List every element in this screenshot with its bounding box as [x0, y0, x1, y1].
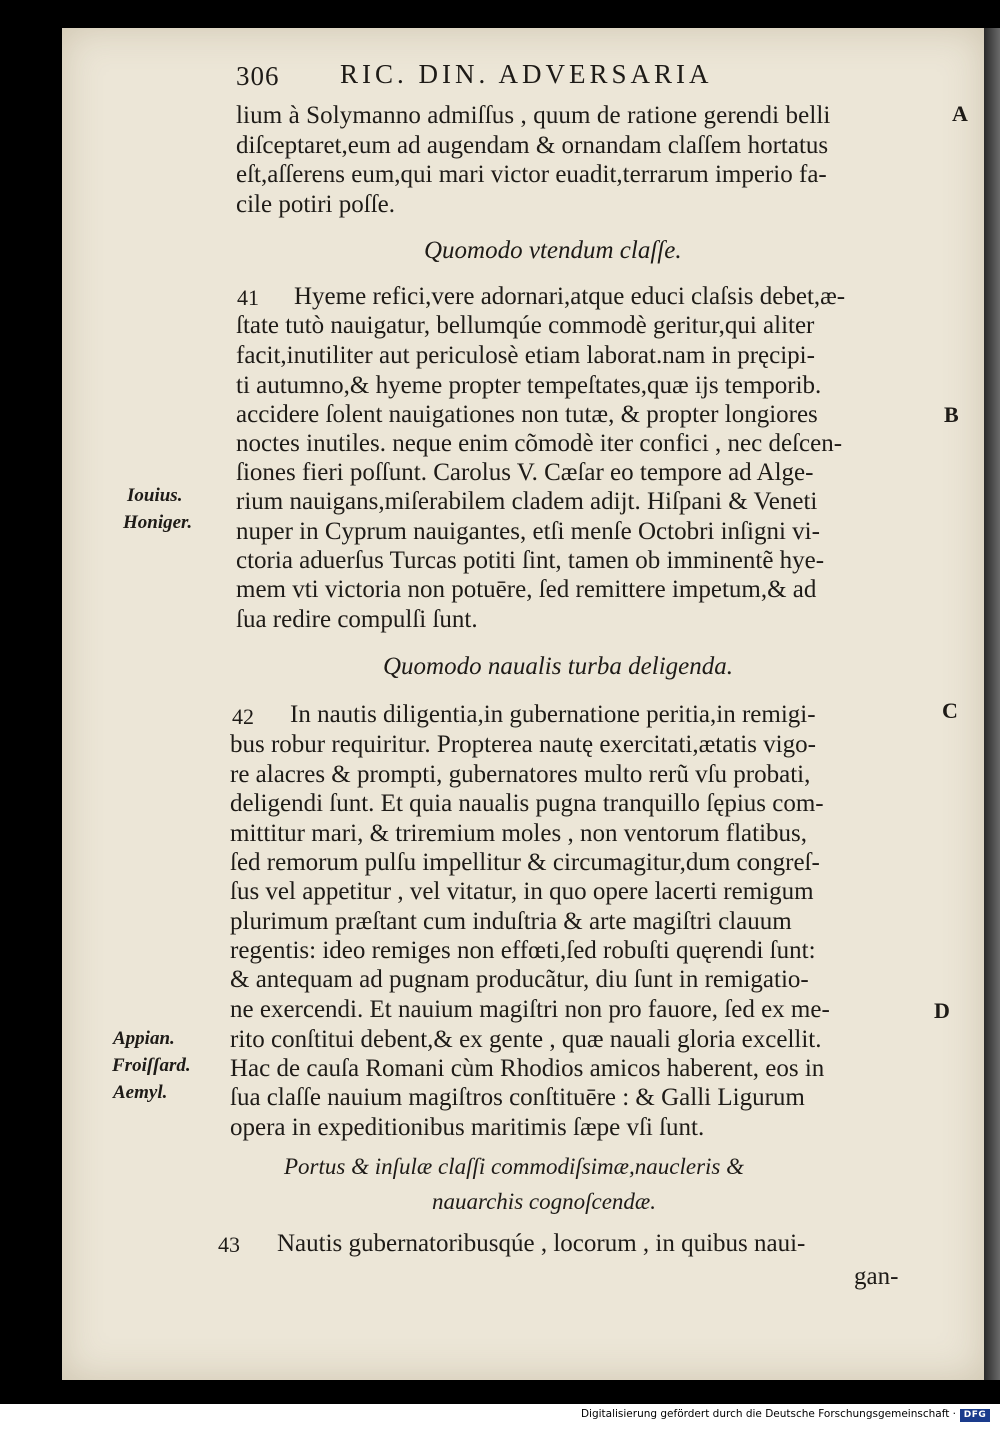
section-letter-d: D	[934, 998, 950, 1023]
section-heading: Quomodo naualis turba deligenda.	[383, 653, 733, 680]
text-line: cile potiri poſſe.	[236, 191, 395, 218]
text-line: facit,inutiliter aut periculosè etiam laborat.nam in pręcipi-	[236, 342, 815, 369]
text-line: opera in expeditionibus maritimis ſæpe vſi ſunt.	[230, 1114, 705, 1141]
page-edge-strip	[984, 28, 1000, 1380]
text-line: ne exercendi. Et nauium magiſtri non pro fauore, ſed ex me-	[230, 996, 830, 1023]
text-line: rium nauigans,miſerabilem cladem adijt. Hiſpani & Veneti	[236, 488, 818, 515]
page-number: 306	[236, 61, 280, 91]
text-line: nuper in Cyprum nauigantes, etſi menſe Octobri inſigni vi-	[236, 518, 820, 545]
text-line: mem vti victoria non potuēre, ſed remittere impetum,& ad	[236, 576, 817, 603]
paragraph-number-41: 41	[237, 285, 259, 310]
text-line: ti autumno,& hyeme propter tempeſtates,quæ ijs temporib.	[236, 372, 822, 399]
text-line: plurimum præſtant cum induſtria & arte magiſtri clauum	[230, 908, 792, 935]
text-line: ſus vel appetitur , vel vitatur, in quo opere lacerti remigum	[230, 878, 814, 905]
text-line: ctoria aduerſus Turcas potiti ſint, tamen ob imminentẽ hye-	[236, 547, 825, 574]
catchword: gan-	[854, 1263, 899, 1290]
text-line: bus robur requiritur. Propterea nautę exercitati,ætatis vigo-	[230, 731, 816, 758]
text-line: ſed remorum pulſu impellitur & circumagitur,dum congreſ-	[230, 849, 820, 876]
text-line: ſua redire compulſi ſunt.	[236, 606, 478, 633]
text-line: ſiones fieri poſſunt. Carolus V. Cæſar eo tempore ad Alge-	[236, 459, 814, 486]
text-line: eſt,aſſerens eum,qui mari victor euadit,terrarum imperio fa-	[236, 161, 827, 188]
section-heading: Portus & inſulæ claſſi commodiſsimæ,naucleris &	[284, 1154, 744, 1179]
text-line: deligendi ſunt. Et quia naualis pugna tranquillo ſępius com-	[230, 790, 824, 817]
paragraph-number-43: 43	[218, 1232, 240, 1257]
text-line: Hac de cauſa Romani cùm Rhodios amicos haberent, eos in	[230, 1055, 825, 1082]
paragraph-number-42: 42	[232, 704, 254, 729]
running-title: RIC. DIN. ADVERSARIA	[340, 59, 713, 89]
text-line: ſua claſſe nauium magiſtros conſtituēre : & Galli Ligurum	[230, 1084, 805, 1111]
margin-note: Froiſſard.	[112, 1055, 191, 1076]
section-letter-b: B	[944, 402, 959, 427]
dfg-logo: DFG	[960, 1409, 990, 1422]
margin-note: Honiger.	[123, 512, 193, 533]
margin-note: Iouius.	[127, 485, 183, 506]
text-line: accidere ſolent nauigationes non tutæ, & propter longiores	[236, 401, 818, 428]
margin-note: Appian.	[113, 1028, 175, 1049]
section-heading: nauarchis cognoſcendæ.	[432, 1189, 657, 1214]
section-letter-c: C	[942, 698, 958, 723]
text-line: mittitur mari, & triremium moles , non ventorum flatibus,	[230, 820, 808, 847]
text-line: noctes inutiles. neque enim cõmodè iter confici , nec deſcen-	[236, 430, 843, 457]
digitization-credit: Digitalisierung gefördert durch die Deutsche Forschungsgemeinschaft ·	[580, 1408, 956, 1420]
text-line: Hyeme refici,vere adornari,atque educi claſsis debet,æ-	[294, 283, 846, 310]
text-line: ſtate tutò nauigatur, bellumqúe commodè geritur,qui aliter	[236, 312, 815, 339]
section-letter-a: A	[952, 101, 968, 126]
text-line: rito conſtitui debent,& ex gente , quæ nauali gloria excellit.	[230, 1026, 822, 1053]
text-line: In nautis diligentia,in gubernatione peritia,in remigi-	[290, 701, 816, 728]
text-line: re alacres & prompti, gubernatores multo rerũ vſu probati,	[230, 761, 811, 788]
text-line: Nautis gubernatoribusqúe , locorum , in quibus naui-	[277, 1230, 806, 1257]
section-heading: Quomodo vtendum claſſe.	[424, 237, 682, 264]
margin-note: Aemyl.	[113, 1082, 168, 1103]
text-line: regentis: ideo remiges non effœti,ſed robuſti quęrendi ſunt:	[230, 937, 816, 964]
text-line: lium à Solymanno admiſſus , quum de ratione gerendi belli	[236, 102, 831, 129]
text-line: & antequam ad pugnam producãtur, diu ſunt in remigatio-	[230, 966, 809, 993]
text-line: diſceptaret,eum ad augendam & ornandam claſſem hortatus	[236, 132, 829, 159]
